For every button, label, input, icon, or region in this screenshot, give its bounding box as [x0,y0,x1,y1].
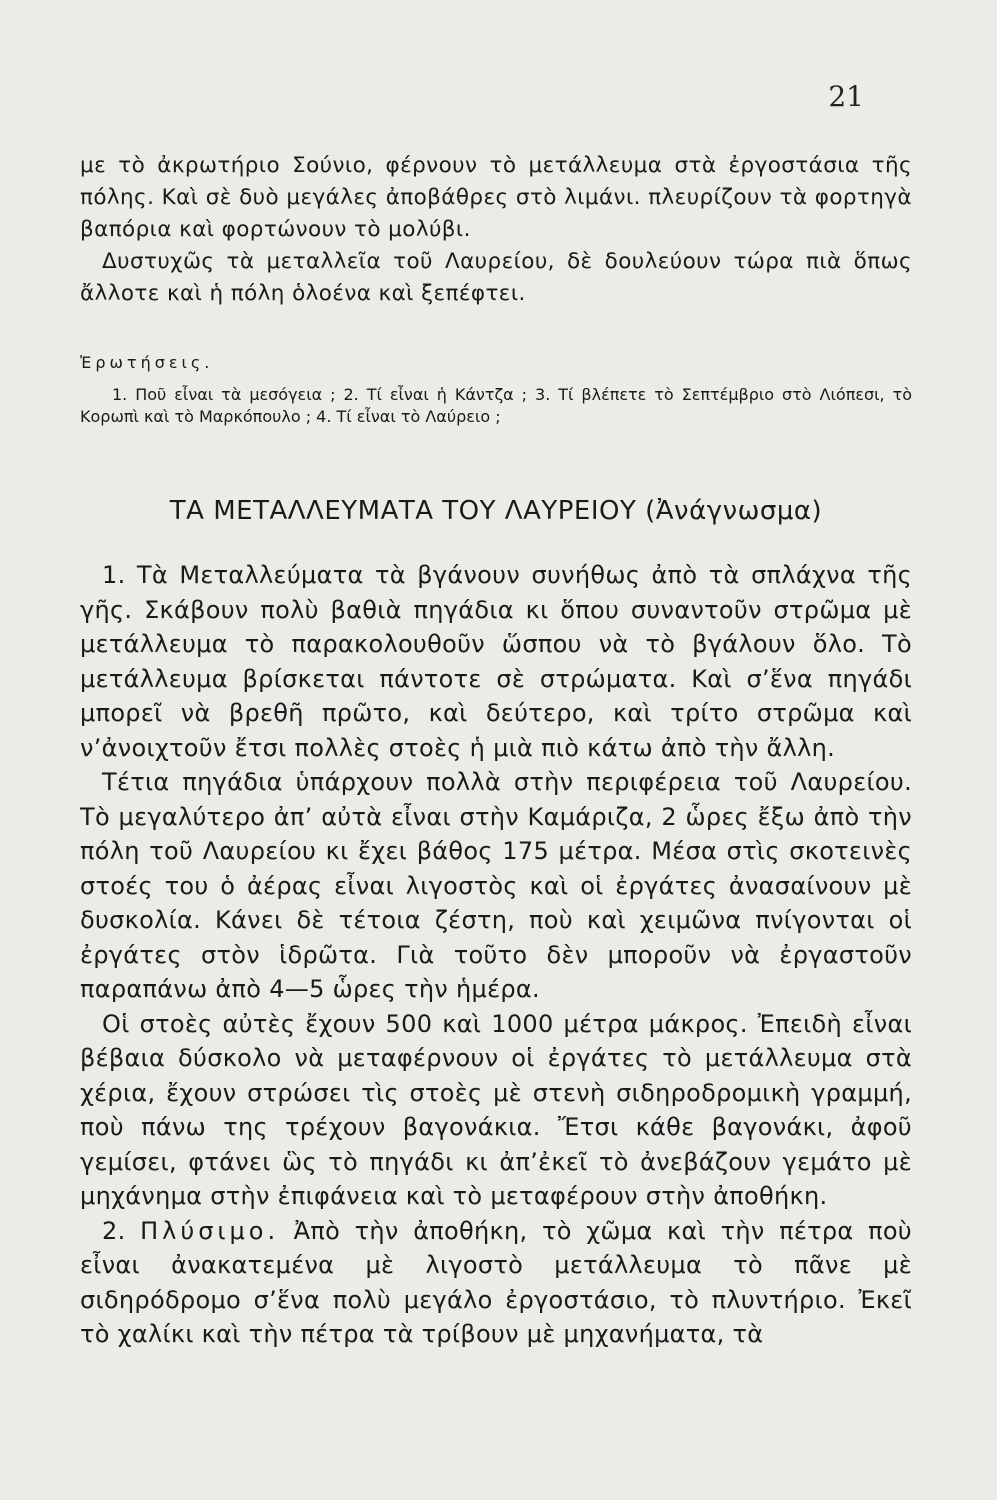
article-paragraph-1: 1. Τὰ Μεταλλεύματα τὰ βγάνουν συνήθως ἀπὸ τὰ σπλάχνα τῆς γῆς. Σκάβουν πολὺ βαθιὰ πηγάδια κι ὅπου συναντοῦν στρῶμα μὲ μετάλλευμα τὸ παρακολουθοῦν ὥσπου νὰ τὸ βγάλουν ὅλο. Τὸ μετάλλευμα βρίσκεται πάντοτε σὲ στρώματα. Καὶ σ’ἕνα πηγάδι μπορεῖ νὰ βρεθῆ πρῶτο, καὶ δεύτερο, καὶ τρίτο στρῶμα καὶ ν’ἀνοιχτοῦν ἔτσι πολλὲς στοὲς ἡ μιὰ πιὸ κάτω ἀπὸ τὴν ἄλλη. [80,561,912,762]
questions-heading: Ἐρωτήσεις. [80,353,214,372]
article-paragraph-2: Τέτια πηγάδια ὑπάρχουν πολλὰ στὴν περιφέρεια τοῦ Λαυρείου. Τὸ μεγαλύτερο ἀπ’ αὐτὰ εἶναι στὴν Καμάριζα, 2 ὧρες ἔξω ἀπὸ τὴν πόλη τοῦ Λαυρείου κι ἔχει βάθος 175 μέτρα. Μέσα στὶς σκοτεινὲς στοές του ὁ ἀέρας εἶναι λιγοστὸς καὶ οἱ ἐργάτες ἀνασαίνουν μὲ δυσκολία. Κάνει δὲ τέτοια ζέστη, ποὺ καὶ χειμῶνα πνίγονται οἱ ἐργάτες στὸν ἱδρῶτα. Γιὰ τοῦτο δὲν μποροῦν νὰ ἐργαστοῦν παραπάνω ἀπὸ 4—5 ὧρες τὴν ἡμέρα. [80,768,912,1003]
intro-paragraph-1: με τὸ ἀκρωτήριο Σούνιο, φέρνουν τὸ μετάλλευμα στὰ ἐργοστάσια τῆς πόλης. Καὶ σὲ δυὸ μεγάλες ἀποβάθρες στὸ λιμάνι. πλευρίζουν τὰ φορτηγὰ βαπόρια καὶ φορτώνουν τὸ μολύβι. [80,153,912,242]
page-number: 21 [828,80,864,113]
paragraph-number: 2. [102,1216,141,1245]
article-paragraph-3: Οἱ στοὲς αὐτὲς ἔχουν 500 καὶ 1000 μέτρα μάκρος. Ἐπειδὴ εἶναι βέβαια δύσκολο νὰ μεταφέρνουν οἱ ἐργάτες τὸ μετάλλευμα στὰ χέρια, ἔχουν στρώσει τὶς στοὲς μὲ στενὴ σιδηροδρομικὴ γραμμή, ποὺ πάνω της τρέχουν βαγονάκια. Ἔτσι κάθε βαγονάκι, ἀφοῦ γεμίσει, φτάνει ὣς τὸ πηγάδι κι ἀπ’ἐκεῖ τὸ ἀνεβάζουν γεμάτο μὲ μηχάνημα στὴν ἐπιφάνεια καὶ τὸ μεταφέρουν στὴν ἀποθήκη. [80,1009,912,1210]
section-title: ΤΑ ΜΕΤΑΛΛΕΥΜΑΤΑ ΤΟΥ ΛΑΥΡΕΙΟΥ (Ἀνάγνωσμα) [169,496,823,526]
article-paragraph-4 [80,1214,912,1352]
paragraph-text: Ἀπὸ τὴν ἀποθήκη, τὸ χῶμα καὶ τὴν πέτρα ποὺ εἶναι ἀνακατεμένα μὲ λιγοστὸ μετάλλευμα τὸ πᾶνε μὲ σιδηρόδρομο σ’ἕνα πολὺ μεγάλο ἐργοστάσιο, τὸ πλυντήριο. Ἐκεῖ τὸ χαλίκι καὶ τὴν πέτρα τὰ τρίβουν μὲ μηχανήματα, τὰ [80,1216,912,1348]
intro-paragraph-2: Δυστυχῶς τὰ μεταλλεῖα τοῦ Λαυρείου, δὲ δουλεύουν τώρα πιὰ ὅπως ἄλλοτε καὶ ἡ πόλη ὁλοένα καὶ ξεπέφτει. [80,249,912,306]
article-body [80,558,912,1352]
questions-section [80,352,912,428]
intro-section [80,150,912,310]
questions-text: 1. Ποῦ εἶναι τὰ μεσόγεια ; 2. Τί εἶναι ἡ Κάντζα ; 3. Τί βλέπετε τὸ Σεπτέμβριο στὸ Λιόπεσι, τὸ Κορωπὶ καὶ τὸ Μαρκόπουλο ; 4. Τί εἶναι τὸ Λαύρειο ; [80,385,912,426]
subsection-heading: Πλύσιμο. [140,1216,280,1245]
